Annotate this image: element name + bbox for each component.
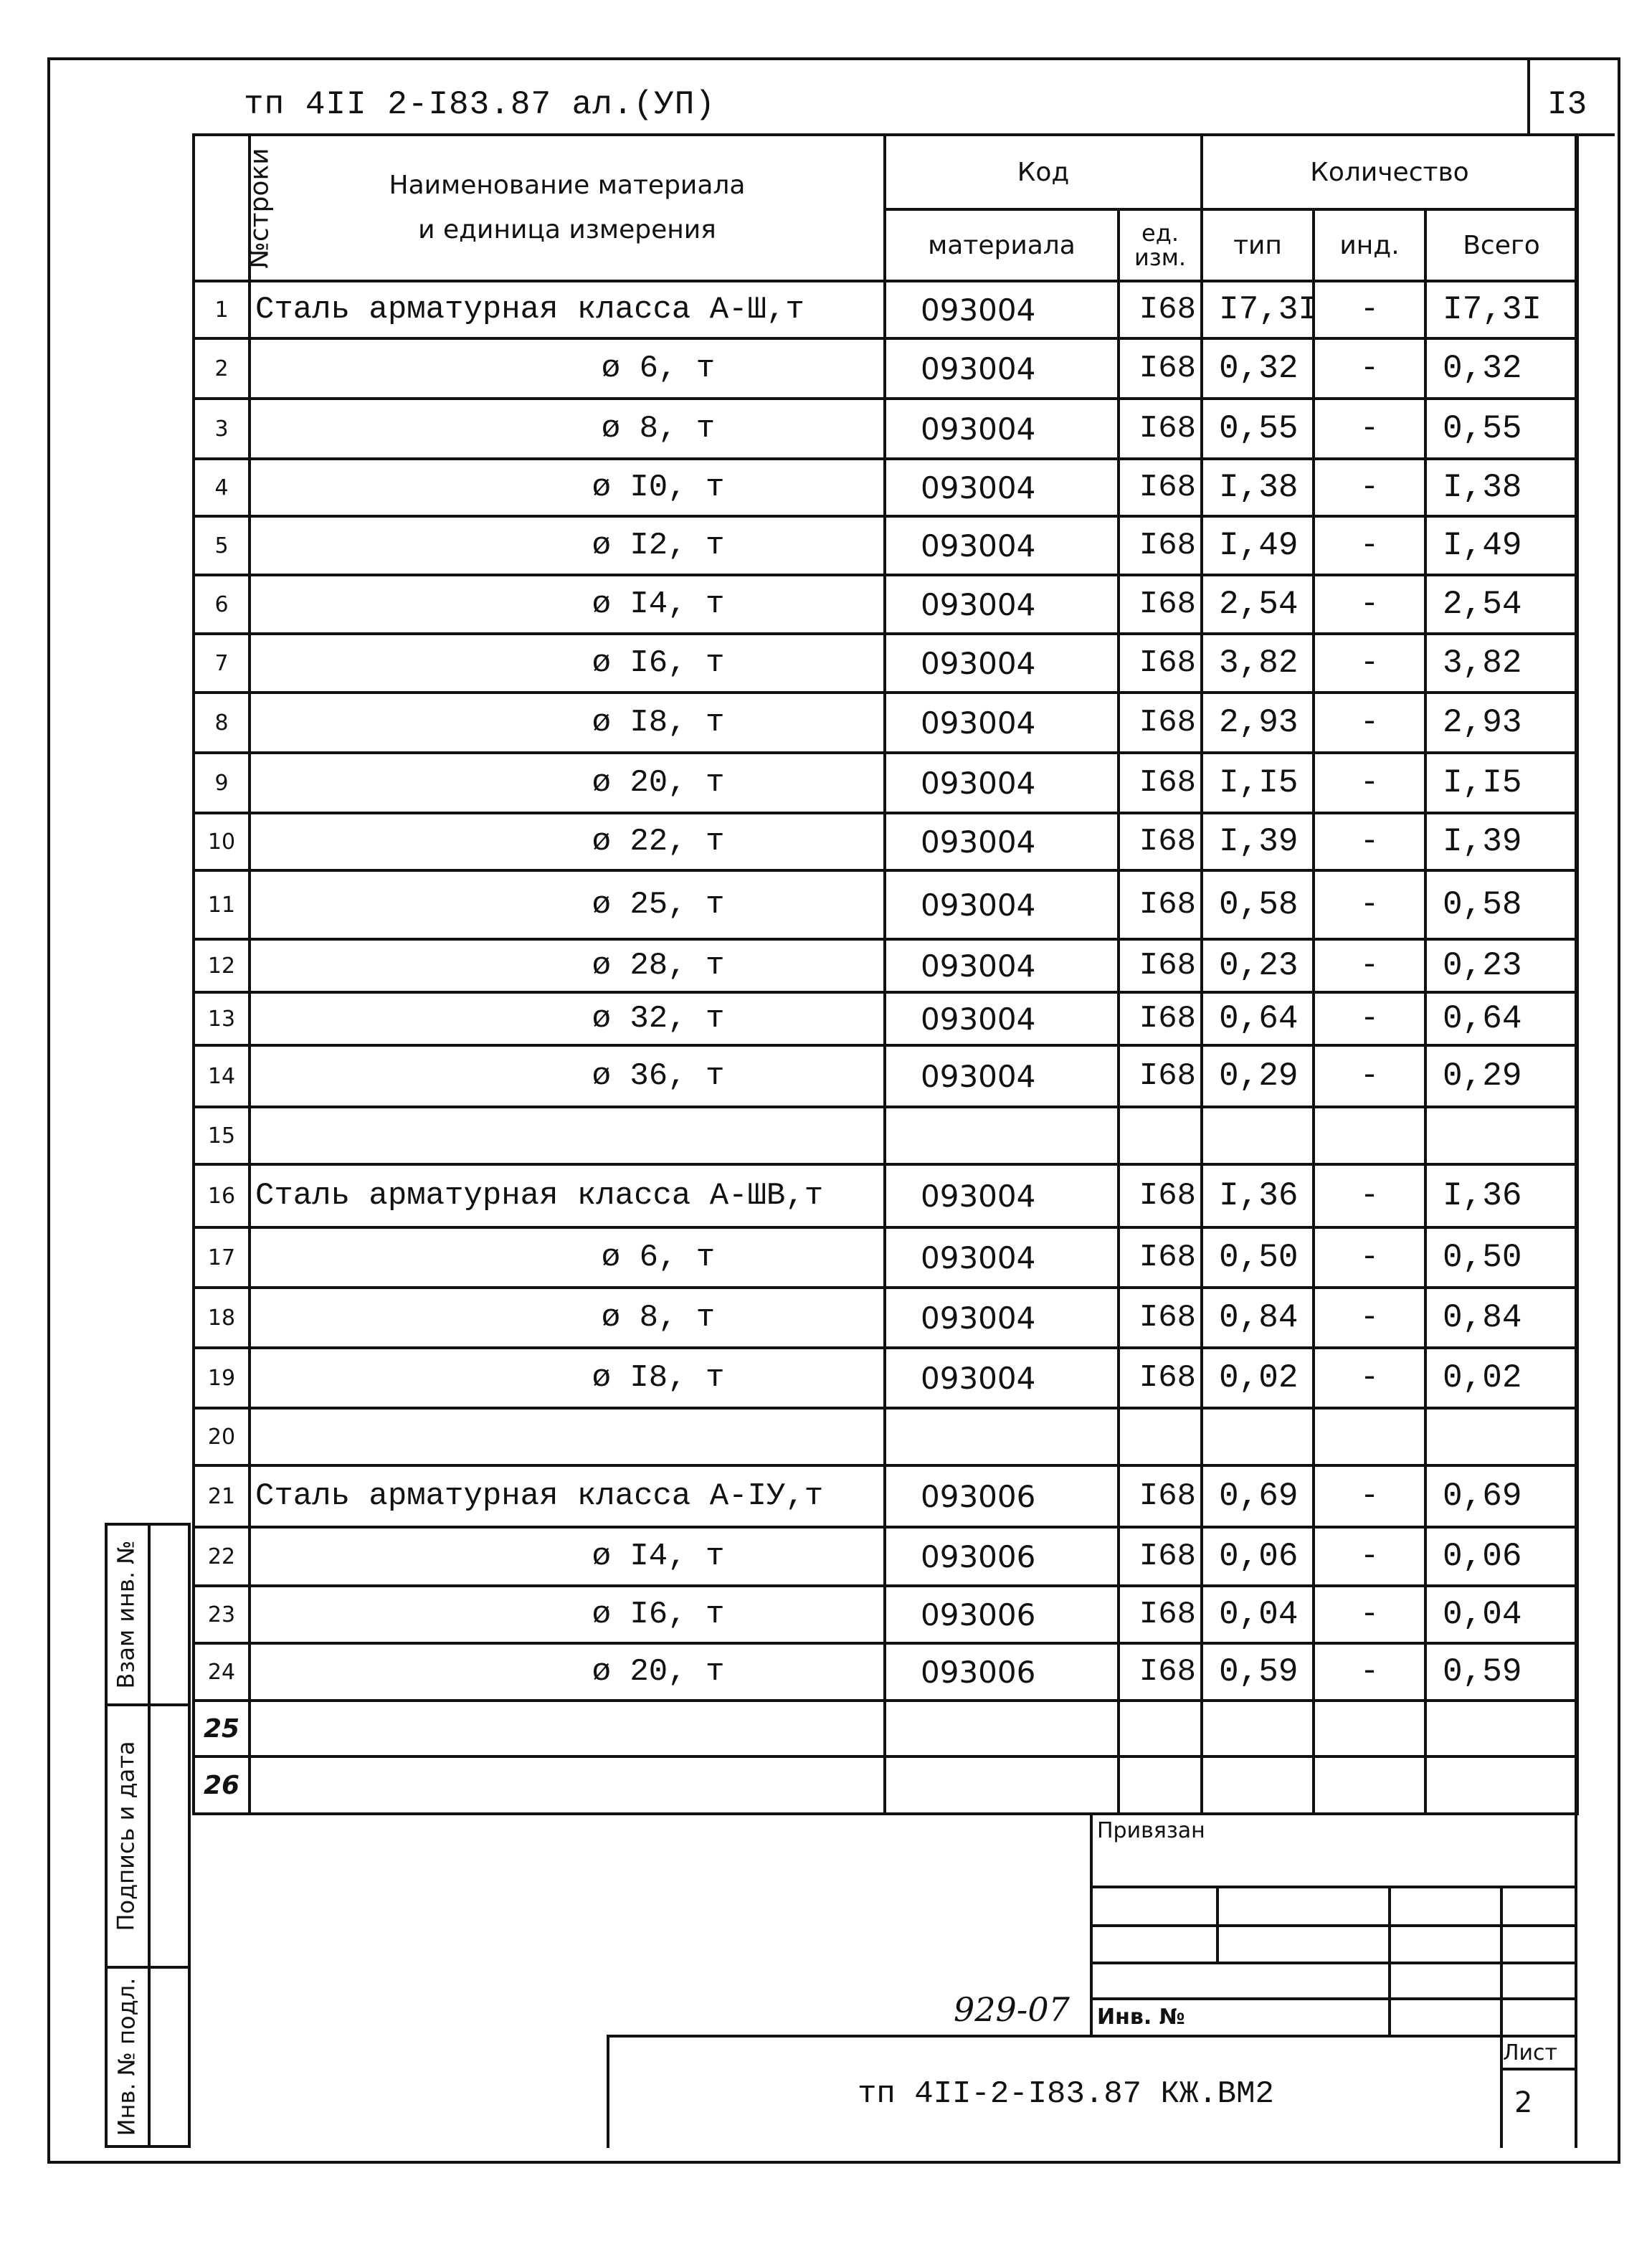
quantity-type [1202,1408,1314,1465]
row-number: 9 [194,753,250,813]
sheet-number: 2 [1514,2086,1533,2119]
material-code: 093004 [885,459,1119,516]
material-name: ø 8, т [250,399,885,459]
material-name: ø 6, т [250,1227,885,1288]
sheet-label: Лист [1503,2040,1558,2065]
table-row [194,1227,1577,1288]
tb-hline-3 [1090,1962,1576,1964]
material-name: Сталь арматурная класса А-ШВ,т [250,1164,885,1227]
row-number: 6 [194,575,250,634]
quantity-individual: - [1314,575,1425,634]
material-code: 093004 [885,1288,1119,1348]
material-name: ø 36, т [250,1045,885,1107]
material-name: ø I2, т [250,516,885,575]
unit-code: I68 [1119,1045,1202,1107]
unit-code: I68 [1119,516,1202,575]
quantity-type: 0,55 [1202,399,1314,459]
quantity-individual [1314,1756,1425,1814]
quantity-individual: - [1314,281,1425,338]
quantity-type: I,36 [1202,1164,1314,1227]
tb-hline-4 [1090,1997,1576,2000]
table-row [194,1288,1577,1348]
quantity-type: 0,58 [1202,870,1314,939]
row-number: 17 [194,1227,250,1288]
quantity-individual: - [1314,634,1425,693]
tb-vline-2 [1216,1886,1219,1963]
material-name: ø 8, т [250,1288,885,1348]
quantity-total: 0,84 [1425,1288,1577,1348]
row-number: 14 [194,1045,250,1107]
code-group-header: Код [885,135,1202,209]
row-number: 1 [194,281,250,338]
quantity-individual: - [1314,939,1425,992]
table-header-row [194,135,1577,209]
row-number: 21 [194,1465,250,1527]
material-code: 093004 [885,992,1119,1045]
quantity-total: I,49 [1425,516,1577,575]
material-code: 093004 [885,575,1119,634]
row-number: 25 [194,1701,250,1756]
table-row [194,575,1577,634]
row-number: 2 [194,338,250,399]
material-name: Сталь арматурная класса А-Ш,т [250,281,885,338]
row-number: 7 [194,634,250,693]
row-number: 3 [194,399,250,459]
side-label-signature: Подпись и дата [113,1741,140,1931]
table-row [194,939,1577,992]
quantity-total [1425,1756,1577,1814]
material-name: ø I4, т [250,1527,885,1586]
quantity-total: 0,04 [1425,1586,1577,1643]
document-designation: тп 4II-2-I83.87 КЖ.ВМ2 [858,2076,1274,2112]
table-row [194,1756,1577,1814]
quantity-total [1425,1701,1577,1756]
material-code: 093006 [885,1586,1119,1643]
material-code: 093004 [885,813,1119,870]
table-row [194,1465,1577,1527]
name-header: Наименование материала и единица измерения [250,135,885,281]
quantity-type: I,I5 [1202,753,1314,813]
material-code: 093006 [885,1643,1119,1701]
material-code [885,1107,1119,1164]
table-row [194,399,1577,459]
material-name [250,1756,885,1814]
tb-vline-4 [1500,1886,1503,2148]
table-row [194,338,1577,399]
table-row [194,516,1577,575]
table-row [194,1408,1577,1465]
material-code: 093006 [885,1465,1119,1527]
material-code [885,1756,1119,1814]
quantity-type: 0,29 [1202,1045,1314,1107]
total-header: Всего [1425,209,1577,281]
unit-header: ед. изм. [1119,209,1202,281]
tb-hline-2 [1090,1924,1576,1927]
unit-code [1119,1408,1202,1465]
quantity-group-header: Количество [1202,135,1577,209]
tb-vline-5 [607,2035,609,2148]
quantity-individual: - [1314,1348,1425,1408]
table-row [194,813,1577,870]
side-label-vzam: Взам инв. № [113,1540,140,1689]
unit-code: I68 [1119,1227,1202,1288]
quantity-individual: - [1314,1288,1425,1348]
quantity-individual: - [1314,1586,1425,1643]
unit-code: I68 [1119,1348,1202,1408]
quantity-individual: - [1314,1465,1425,1527]
quantity-type: I,38 [1202,459,1314,516]
quantity-type: 0,64 [1202,992,1314,1045]
material-name: ø I8, т [250,1348,885,1408]
unit-code [1119,1701,1202,1756]
document-code-header: тп 4II 2-I83.87 ал.(УП) [244,86,716,123]
quantity-individual: - [1314,1643,1425,1701]
table-row [194,1107,1577,1164]
quantity-total: 2,54 [1425,575,1577,634]
material-name: ø I0, т [250,459,885,516]
tb-hline-6 [1500,2068,1576,2071]
unit-code: I68 [1119,813,1202,870]
material-name: ø 20, т [250,1643,885,1701]
quantity-total: 0,58 [1425,870,1577,939]
bound-label: Привязан [1097,1818,1205,1843]
quantity-type: 0,32 [1202,338,1314,399]
quantity-total: I,39 [1425,813,1577,870]
unit-code: I68 [1119,939,1202,992]
table-row [194,753,1577,813]
table-row [194,1045,1577,1107]
material-code: 093006 [885,1527,1119,1586]
quantity-type: 0,04 [1202,1586,1314,1643]
material-code [885,1701,1119,1756]
unit-code: I68 [1119,753,1202,813]
quantity-individual: - [1314,459,1425,516]
material-name: ø I4, т [250,575,885,634]
unit-code: I68 [1119,1527,1202,1586]
quantity-total: 0,32 [1425,338,1577,399]
tb-vline-3 [1388,1886,1391,2036]
quantity-type [1202,1701,1314,1756]
quantity-type: 0,84 [1202,1288,1314,1348]
quantity-total [1425,1107,1577,1164]
material-code: 093004 [885,1164,1119,1227]
quantity-total: 0,59 [1425,1643,1577,1701]
table-row [194,1348,1577,1408]
table-row [194,693,1577,753]
row-number: 22 [194,1527,250,1586]
material-code: 093004 [885,1045,1119,1107]
quantity-individual [1314,1701,1425,1756]
material-name: ø 25, т [250,870,885,939]
table-row [194,1164,1577,1227]
unit-code: I68 [1119,634,1202,693]
row-number: 10 [194,813,250,870]
quantity-individual: - [1314,870,1425,939]
row-number: 23 [194,1586,250,1643]
table-row [194,1586,1577,1643]
table-row [194,992,1577,1045]
quantity-total: 0,29 [1425,1045,1577,1107]
row-number: 13 [194,992,250,1045]
material-code [885,1408,1119,1465]
unit-code: I68 [1119,459,1202,516]
material-code: 093004 [885,281,1119,338]
unit-code: I68 [1119,870,1202,939]
quantity-total: I,38 [1425,459,1577,516]
quantity-type: 2,93 [1202,693,1314,753]
row-number: 16 [194,1164,250,1227]
unit-code: I68 [1119,1586,1202,1643]
quantity-total: 3,82 [1425,634,1577,693]
quantity-total: 0,23 [1425,939,1577,992]
quantity-individual: - [1314,1527,1425,1586]
quantity-total: I,36 [1425,1164,1577,1227]
side-label-inv: Инв. № подл. [113,1977,141,2136]
material-name: ø I6, т [250,634,885,693]
quantity-individual: - [1314,1164,1425,1227]
row-number: 15 [194,1107,250,1164]
quantity-type: 3,82 [1202,634,1314,693]
table-row [194,1527,1577,1586]
unit-code: I68 [1119,992,1202,1045]
individual-header: инд. [1314,209,1425,281]
row-number: 11 [194,870,250,939]
quantity-total: I,I5 [1425,753,1577,813]
unit-code: I68 [1119,575,1202,634]
row-number: 19 [194,1348,250,1408]
unit-code: I68 [1119,1465,1202,1527]
table-row [194,459,1577,516]
page-number: I3 [1547,86,1587,123]
material-code: 093004 [885,1348,1119,1408]
type-header: тип [1202,209,1314,281]
material-code: 093004 [885,939,1119,992]
quantity-type: 0,23 [1202,939,1314,992]
quantity-individual: - [1314,753,1425,813]
material-name [250,1701,885,1756]
handwritten-number: 929-07 [954,1990,1070,2029]
quantity-type: I,39 [1202,813,1314,870]
material-code: 093004 [885,870,1119,939]
quantity-total [1425,1408,1577,1465]
row-number: 8 [194,693,250,753]
table-row [194,634,1577,693]
material-name: ø 28, т [250,939,885,992]
row-number: 24 [194,1643,250,1701]
material-name: ø 22, т [250,813,885,870]
quantity-individual: - [1314,813,1425,870]
material-code: 093004 [885,399,1119,459]
material-name: ø 32, т [250,992,885,1045]
material-code: 093004 [885,516,1119,575]
quantity-type: I,49 [1202,516,1314,575]
table-row [194,870,1577,939]
quantity-type [1202,1756,1314,1814]
material-name: Сталь арматурная класса А-IУ,т [250,1465,885,1527]
quantity-total: 0,55 [1425,399,1577,459]
material-code: 093004 [885,693,1119,753]
quantity-type: 2,54 [1202,575,1314,634]
tb-hline-5 [607,2035,1576,2038]
material-code-header: материала [885,209,1119,281]
row-number: 18 [194,1288,250,1348]
quantity-type: 0,59 [1202,1643,1314,1701]
row-number: 20 [194,1408,250,1465]
quantity-total: 0,69 [1425,1465,1577,1527]
inv-no-label: Инв. № [1097,2005,1185,2030]
row-number: 26 [194,1756,250,1814]
unit-code [1119,1756,1202,1814]
table-row [194,1643,1577,1701]
page-number-divider [1527,60,1530,133]
quantity-individual: - [1314,1227,1425,1288]
tb-hline-1 [1090,1886,1576,1888]
quantity-type: 0,50 [1202,1227,1314,1288]
material-code: 093004 [885,1227,1119,1288]
material-name [250,1408,885,1465]
quantity-total: 0,64 [1425,992,1577,1045]
side-divider [148,1523,151,2148]
unit-code: I68 [1119,338,1202,399]
unit-code: I68 [1119,1164,1202,1227]
unit-code: I68 [1119,399,1202,459]
unit-code: I68 [1119,1288,1202,1348]
row-number: 5 [194,516,250,575]
unit-code: I68 [1119,1643,1202,1701]
quantity-individual [1314,1107,1425,1164]
row-number: 12 [194,939,250,992]
quantity-individual [1314,1408,1425,1465]
material-code: 093004 [885,753,1119,813]
quantity-individual: - [1314,338,1425,399]
quantity-individual: - [1314,399,1425,459]
quantity-type: 0,02 [1202,1348,1314,1408]
material-code: 093004 [885,634,1119,693]
quantity-total: 2,93 [1425,693,1577,753]
unit-code: I68 [1119,693,1202,753]
quantity-type: I7,3I [1202,281,1314,338]
materials-table [192,133,1579,1815]
quantity-total: 0,06 [1425,1527,1577,1586]
material-code: 093004 [885,338,1119,399]
table-row [194,1701,1577,1756]
quantity-total: I7,3I [1425,281,1577,338]
table-right-edge [1575,133,1577,2148]
quantity-total: 0,02 [1425,1348,1577,1408]
material-name: ø I8, т [250,693,885,753]
material-name [250,1107,885,1164]
row-number-header: №строки [194,135,250,281]
quantity-individual: - [1314,992,1425,1045]
row-number: 4 [194,459,250,516]
quantity-individual: - [1314,693,1425,753]
unit-code [1119,1107,1202,1164]
unit-code: I68 [1119,281,1202,338]
table-row [194,281,1577,338]
material-name: ø 6, т [250,338,885,399]
quantity-individual: - [1314,1045,1425,1107]
material-name: ø I6, т [250,1586,885,1643]
quantity-total: 0,50 [1425,1227,1577,1288]
quantity-type: 0,69 [1202,1465,1314,1527]
quantity-individual: - [1314,516,1425,575]
quantity-type [1202,1107,1314,1164]
material-name: ø 20, т [250,753,885,813]
quantity-type: 0,06 [1202,1527,1314,1586]
